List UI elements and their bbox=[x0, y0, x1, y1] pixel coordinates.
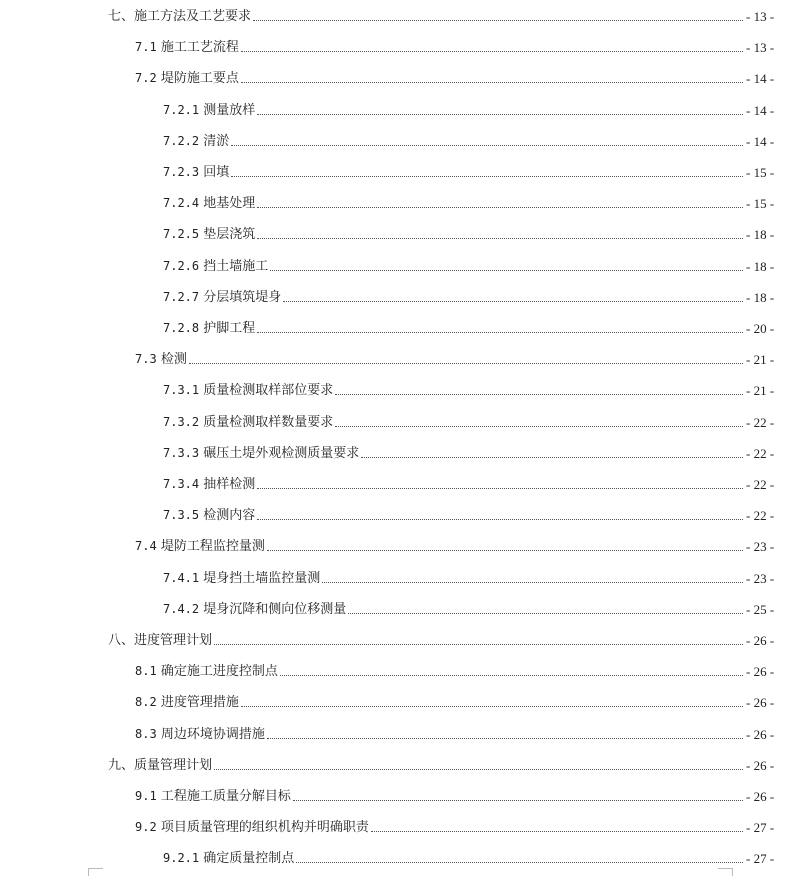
toc-entry-title: 护脚工程 bbox=[203, 321, 256, 336]
toc-entry-label bbox=[0, 320, 257, 337]
toc-entry-title: 堤防施工要点 bbox=[160, 71, 239, 86]
dot-leader bbox=[257, 518, 743, 520]
toc-entry-label bbox=[0, 226, 257, 243]
toc-entry-number: 7.2.7 bbox=[163, 290, 200, 304]
toc-entry[interactable] bbox=[0, 346, 794, 368]
toc-entry[interactable] bbox=[0, 253, 794, 275]
toc-entry-number: 7.2.2 bbox=[163, 134, 200, 148]
toc-entry-number: 7.2.6 bbox=[163, 259, 200, 273]
toc-entry-number: 8.2 bbox=[135, 695, 157, 709]
toc-entry-page-number: - 23 - bbox=[746, 539, 775, 554]
toc-entry-label bbox=[0, 414, 335, 431]
toc-entry-title: 九、质量管理计划 bbox=[108, 758, 213, 773]
dot-leader bbox=[231, 175, 743, 177]
toc-entry-label bbox=[0, 788, 293, 805]
toc-entry-label bbox=[0, 195, 257, 212]
toc-entry-number: 7.4.2 bbox=[163, 602, 200, 616]
toc-entry-page-number: - 26 - bbox=[746, 695, 775, 710]
toc-entry-label bbox=[0, 633, 214, 649]
toc-entry[interactable] bbox=[0, 565, 794, 587]
dot-leader bbox=[214, 643, 743, 645]
toc-entry-label bbox=[0, 476, 257, 493]
toc-entry-page-number: - 22 - bbox=[746, 477, 775, 492]
toc-entry-title: 确定施工进度控制点 bbox=[160, 664, 278, 679]
toc-entry-page-number: - 22 - bbox=[746, 508, 775, 523]
toc-entry-page-number: - 18 - bbox=[746, 227, 775, 242]
toc-entry-label bbox=[0, 819, 371, 836]
toc-entry-number: 7.4.1 bbox=[163, 571, 200, 585]
toc-entry-label bbox=[0, 70, 241, 87]
dot-leader bbox=[257, 331, 743, 333]
toc-entry-number: 7.2.8 bbox=[163, 321, 200, 335]
toc-entry[interactable] bbox=[0, 65, 794, 87]
toc-entry-title: 八、进度管理计划 bbox=[108, 633, 213, 648]
toc-entry-page-number: - 15 - bbox=[746, 196, 775, 211]
dot-leader bbox=[214, 768, 743, 770]
toc-entry[interactable] bbox=[0, 34, 794, 56]
toc-entry-number: 7.2.1 bbox=[163, 103, 200, 117]
toc-entry-title: 检测 bbox=[160, 352, 187, 367]
toc-entry[interactable] bbox=[0, 783, 794, 805]
toc-entry[interactable] bbox=[0, 471, 794, 493]
toc-entry-title: 垫层浇筑 bbox=[203, 227, 256, 242]
toc-entry-page-number: - 22 - bbox=[746, 446, 775, 461]
toc-entry-number: 7.2.4 bbox=[163, 196, 200, 210]
toc-entry-number: 7.2.5 bbox=[163, 227, 200, 241]
toc-entry-page-number: - 27 - bbox=[746, 820, 775, 835]
dot-leader bbox=[267, 737, 743, 739]
toc-entry[interactable] bbox=[0, 596, 794, 618]
dot-leader bbox=[189, 362, 743, 364]
toc-entry[interactable] bbox=[0, 190, 794, 212]
dot-leader bbox=[270, 269, 743, 271]
toc-entry-title: 堤身沉降和侧向位移测量 bbox=[203, 602, 347, 617]
dot-leader bbox=[257, 487, 743, 489]
dot-leader bbox=[257, 206, 743, 208]
toc-entry-page-number: - 21 - bbox=[746, 352, 775, 367]
toc-entry-title: 地基处理 bbox=[203, 196, 256, 211]
toc-entry[interactable] bbox=[0, 128, 794, 150]
toc-entry-label bbox=[0, 726, 267, 743]
dot-leader bbox=[293, 799, 743, 801]
toc-entry-number: 7.3.3 bbox=[163, 446, 200, 460]
toc-entry-label bbox=[0, 601, 348, 618]
toc-entry[interactable] bbox=[0, 752, 794, 774]
toc-entry-title: 检测内容 bbox=[203, 508, 256, 523]
dot-leader bbox=[296, 861, 743, 863]
toc-entry-title: 分层填筑堤身 bbox=[203, 290, 282, 305]
toc-entry-page-number: - 14 - bbox=[746, 71, 775, 86]
toc-entry-title: 回填 bbox=[203, 165, 230, 180]
toc-entry-title: 确定质量控制点 bbox=[203, 851, 295, 866]
toc-entry-page-number: - 26 - bbox=[746, 789, 775, 804]
toc-entry-page-number: - 26 - bbox=[746, 727, 775, 742]
dot-leader bbox=[241, 50, 743, 52]
toc-entry-number: 7.3.2 bbox=[163, 415, 200, 429]
toc-entry-title: 项目质量管理的组织机构并明确职责 bbox=[160, 820, 369, 835]
toc-entry-title: 周边环境协调措施 bbox=[160, 727, 265, 742]
toc-entry-title: 抽样检测 bbox=[203, 477, 256, 492]
toc-entry-page-number: - 14 - bbox=[746, 134, 775, 149]
toc-entry-label bbox=[0, 663, 280, 680]
toc-entry-number: 8.3 bbox=[135, 727, 157, 741]
toc-entry-label bbox=[0, 758, 214, 774]
toc-entry[interactable] bbox=[0, 721, 794, 743]
toc-entry-label bbox=[0, 9, 253, 25]
dot-leader bbox=[335, 393, 743, 395]
toc-entry-label bbox=[0, 164, 231, 181]
dot-leader bbox=[361, 456, 743, 458]
toc-entry-label bbox=[0, 351, 189, 368]
toc-entry-title: 质量检测取样数量要求 bbox=[203, 415, 334, 430]
toc-entry-page-number: - 13 - bbox=[746, 40, 775, 55]
toc-entry-title: 碾压土堤外观检测质量要求 bbox=[203, 446, 360, 461]
toc-entry[interactable] bbox=[0, 814, 794, 836]
toc-entry-page-number: - 22 - bbox=[746, 415, 775, 430]
dot-leader bbox=[283, 300, 743, 302]
dot-leader bbox=[241, 81, 743, 83]
toc-entry-title: 施工工艺流程 bbox=[160, 40, 239, 55]
toc-entry[interactable] bbox=[0, 502, 794, 524]
toc-entry[interactable] bbox=[0, 689, 794, 711]
toc-entry-page-number: - 18 - bbox=[746, 290, 775, 305]
toc-entry-page-number: - 26 - bbox=[746, 633, 775, 648]
dot-leader bbox=[322, 581, 743, 583]
toc-entry-page-number: - 14 - bbox=[746, 103, 775, 118]
toc-entry-page-number: - 20 - bbox=[746, 321, 775, 336]
toc-entry-number: 7.3.4 bbox=[163, 477, 200, 491]
toc-entry-page-number: - 27 - bbox=[746, 851, 775, 866]
dot-leader bbox=[335, 425, 743, 427]
toc-entry[interactable] bbox=[0, 315, 794, 337]
dot-leader bbox=[231, 144, 743, 146]
toc-entry[interactable] bbox=[0, 159, 794, 181]
toc-entry-label bbox=[0, 694, 241, 711]
toc-entry-label bbox=[0, 382, 335, 399]
toc-entry-number: 7.2.3 bbox=[163, 165, 200, 179]
dot-leader bbox=[348, 612, 743, 614]
toc-entry-number: 9.2.1 bbox=[163, 851, 200, 865]
dot-leader bbox=[267, 549, 743, 551]
toc-entry-number: 7.2 bbox=[135, 71, 157, 85]
toc-entry-title: 七、施工方法及工艺要求 bbox=[108, 9, 252, 24]
toc-entry-title: 堤防工程监控量测 bbox=[160, 539, 265, 554]
toc-entry-page-number: - 18 - bbox=[746, 259, 775, 274]
toc-entry-label bbox=[0, 258, 270, 275]
dot-leader bbox=[257, 237, 743, 239]
toc-entry[interactable] bbox=[0, 3, 794, 25]
toc-entry-label bbox=[0, 289, 283, 306]
toc-entry[interactable] bbox=[0, 409, 794, 431]
toc-entry[interactable] bbox=[0, 845, 794, 867]
toc-entry-label bbox=[0, 39, 241, 56]
toc-entry-page-number: - 13 - bbox=[746, 9, 775, 24]
toc-entry-title: 质量检测取样部位要求 bbox=[203, 383, 334, 398]
toc-entry[interactable] bbox=[0, 627, 794, 649]
toc-entry-label bbox=[0, 850, 296, 867]
toc-entry-number: 7.1 bbox=[135, 40, 157, 54]
toc-entry-title: 清淤 bbox=[203, 134, 230, 149]
toc-entry[interactable] bbox=[0, 221, 794, 243]
toc-entry-number: 7.4 bbox=[135, 539, 157, 553]
toc-entry-page-number: - 26 - bbox=[746, 758, 775, 773]
toc-entry-label bbox=[0, 570, 322, 587]
toc-entry-number: 7.3.1 bbox=[163, 383, 200, 397]
toc-entry-title: 测量放样 bbox=[203, 103, 256, 118]
toc-entry-label bbox=[0, 133, 231, 150]
toc-entry-title: 进度管理措施 bbox=[160, 695, 239, 710]
dot-leader bbox=[280, 674, 743, 676]
toc-entry[interactable] bbox=[0, 658, 794, 680]
dot-leader bbox=[241, 705, 743, 707]
toc-entry[interactable] bbox=[0, 440, 794, 462]
toc-entry[interactable] bbox=[0, 97, 794, 119]
toc-entry-number: 7.3.5 bbox=[163, 508, 200, 522]
toc-entry-title: 堤身挡土墙监控量测 bbox=[203, 571, 321, 586]
dot-leader bbox=[253, 19, 743, 21]
toc-entry[interactable] bbox=[0, 533, 794, 555]
toc-entry-page-number: - 25 - bbox=[746, 602, 775, 617]
toc-entry-number: 8.1 bbox=[135, 664, 157, 678]
toc-entry-page-number: - 23 - bbox=[746, 571, 775, 586]
toc-entry-label bbox=[0, 445, 361, 462]
toc-entry-label bbox=[0, 102, 257, 119]
toc-entry-number: 9.2 bbox=[135, 820, 157, 834]
dot-leader bbox=[371, 830, 743, 832]
dot-leader bbox=[257, 113, 743, 115]
toc-entry-page-number: - 21 - bbox=[746, 383, 775, 398]
toc-entry[interactable] bbox=[0, 284, 794, 306]
toc-entry-title: 挡土墙施工 bbox=[203, 259, 269, 274]
toc-entry-number: 9.1 bbox=[135, 789, 157, 803]
toc-entry[interactable] bbox=[0, 377, 794, 399]
toc-entry-label bbox=[0, 538, 267, 555]
toc-entry-number: 7.3 bbox=[135, 352, 157, 366]
toc-entry-label bbox=[0, 507, 257, 524]
toc-entry-page-number: - 15 - bbox=[746, 165, 775, 180]
toc-entry-page-number: - 26 - bbox=[746, 664, 775, 679]
toc-entry-title: 工程施工质量分解目标 bbox=[160, 789, 291, 804]
